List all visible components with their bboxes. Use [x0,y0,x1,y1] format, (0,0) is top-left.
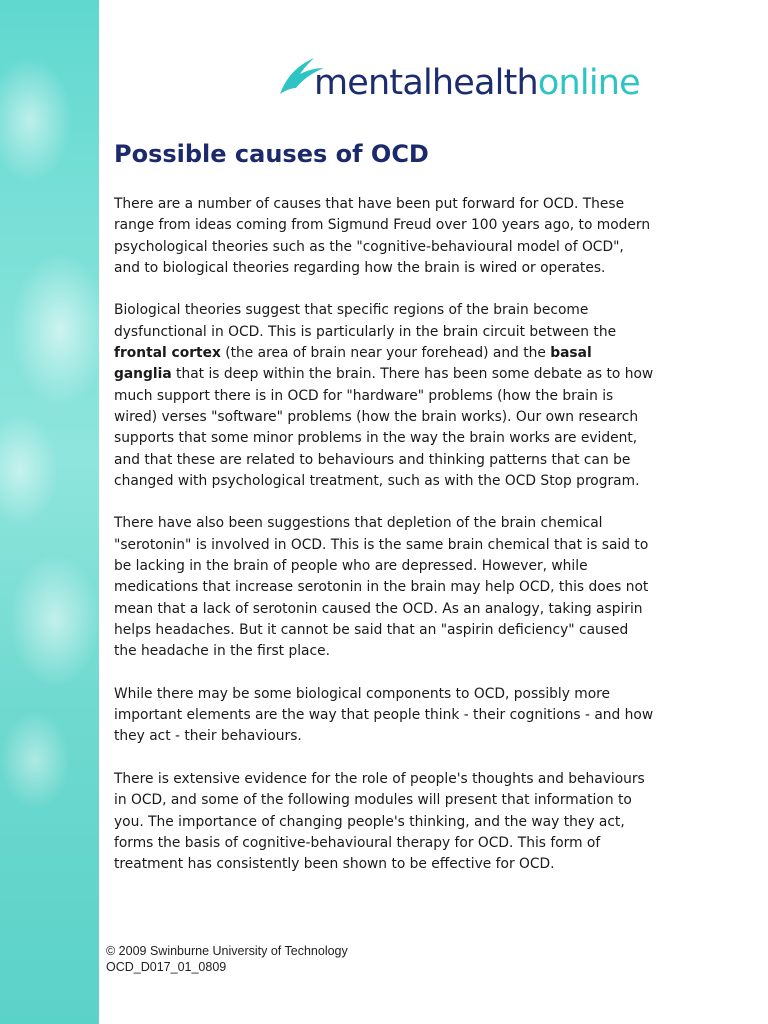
paragraph-intro: There are a number of causes that have been put forward for OCD. These range from ideas coming from Sigmund Freud over 100 years ago, to modern psychological theories such as the "cognitive-behavioural model of OCD", and to biological theories regarding how the brain is wired or operates. [114,196,651,276]
logo-text-main: mentalhealth [314,63,538,103]
paragraph-biological-text-2: (the area of brain near your forehead) and the [220,345,551,362]
article-body [114,194,654,897]
footer-copyright: © 2009 Swinburne University of Technology [106,944,348,958]
logo-text-accent: online [537,63,640,103]
page-title: Possible causes of OCD [114,140,429,168]
paragraph-evidence: There is extensive evidence for the role of people's thoughts and behaviours in OCD, and some of the following modules will present that information to you. The importance of changing people's thinking, and the way they act, forms the basis of cognitive-behavioural therapy for OCD. This form of treatment has consistently been shown to be effective for OCD. [114,771,645,873]
paragraph-biological-text-3: that is deep within the brain. There has been some debate as to how much support there is in OCD for "hardware" problems (how the brain is wired) verses "software" problems (how the brain works). Our own research supports that some minor problems in the way the brain works are evident, and that these are related to behaviours and thinking patterns that can be changed with psychological treatment, such as with the OCD Stop program. [114,366,654,489]
term-frontal-cortex: frontal cortex [114,345,221,362]
footer-document-id: OCD_D017_01_0809 [106,960,227,974]
logo-text [314,63,640,103]
logo [278,44,668,114]
paragraph-biological-text-1: Biological theories suggest that specific regions of the brain become dysfunctional in OCD. This is particularly in the brain circuit between the [114,302,617,340]
paragraph-biological [114,300,654,492]
paragraph-serotonin: There have also been suggestions that depletion of the brain chemical "serotonin" is involved in OCD. This is the same brain chemical that is said to be lacking in the brain of people who are depressed. However, while medications that increase serotonin in the brain may help OCD, this does not mean that a lack of serotonin caused the OCD. As an analogy, taking aspirin helps headaches. But it cannot be said that an "aspirin deficiency" caused the headache in the first place. [114,515,649,660]
term-basal-ganglia: basal ganglia [114,345,592,383]
decorative-sidebar [0,0,99,1024]
footer [106,943,348,975]
paragraph-components: While there may be some biological components to OCD, possibly more important elements are the way that people think - their cognitions - and how they act - their behaviours. [114,685,654,745]
